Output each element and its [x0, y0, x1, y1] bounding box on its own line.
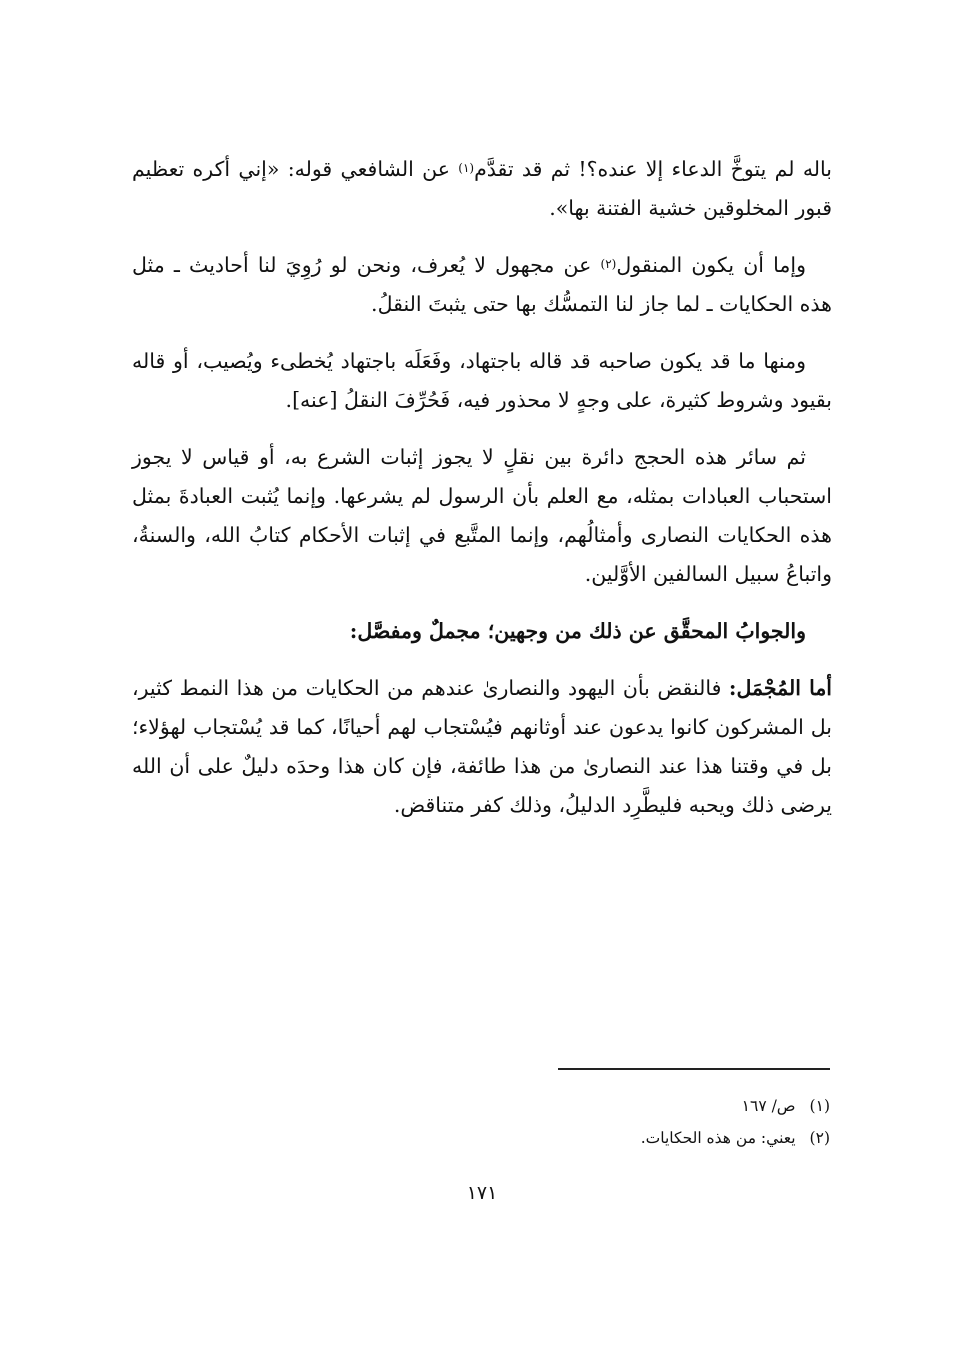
footnote-ref-2[interactable]: (٢): [600, 257, 617, 271]
paragraph-5-lead: أما المُجْمَل:: [728, 676, 832, 700]
footnote-2: [470, 1122, 830, 1154]
footnote-1-text: ص/ ١٦٧: [741, 1097, 796, 1115]
paragraph-1-text-a: باله لم يتوخَّ الدعاء إلا عنده؟! ثم قد تقدَّم: [474, 157, 833, 181]
section-heading: والجوابُ المحقَّق عن ذلك من وجهين؛ مجملٌ ومفصَّل:: [349, 619, 806, 643]
footnote-1: [470, 1090, 830, 1122]
paragraph-1-text-b: عن الشافعي قوله: «إني أكره تعظيم قبور المخلوقين خشية الفتنة بها».: [132, 157, 832, 220]
footnote-2-number: (٢): [809, 1129, 830, 1147]
paragraph-5: [132, 669, 832, 825]
page-body: [132, 150, 832, 843]
paragraph-2-text-b: عن مجهول لا يُعرف، ونحن لو رُوِيَ لنا أحاديث ـ مثل هذه الحكايات ـ لما جاز لنا التمسُّك بها حتى يثبتَ النقلُ.: [132, 253, 832, 316]
page-number: ١٧١: [466, 1182, 498, 1204]
paragraph-1: [132, 150, 832, 228]
footnote-1-number: (١): [809, 1097, 830, 1115]
paragraph-2: [132, 246, 832, 324]
footnotes: [470, 1090, 830, 1154]
paragraph-3: ومنها ما قد يكون صاحبه قد قاله باجتهاد، وفَعَلَه باجتهاد يُخطىء ويُصيب، أو قاله بقيود وشروط كثيرة، على وجهٍ لا محذور فيه، فَحُرِّفَ النقلُ [عنه].: [132, 349, 832, 412]
paragraph-5-text: فالنقض بأن اليهود والنصارىٰ عندهم من الحكايات من هذا النمط كثير، بل المشركون كانوا يدعون عند أوثانهم فيُسْتجاب لهم أحيانًا، كما قد يُسْتجاب لهؤلاء؛ بل في وقتنا هذا عند النصارىٰ من هذا طائفة، فإن كان هذا وحدَه دليلٌ على أن الله يرضى ذلك ويحبه فليطَّرِد الدليلُ، وذلك كفر متناقض.: [132, 676, 832, 817]
paragraph-4: ثم سائر هذه الحجج دائرة بين نقلٍ لا يجوز إثبات الشرع به، أو قياس لا يجوز استحباب العبادات بمثله، مع العلم بأن الرسول لم يشرعها. وإنما يُثبت العبادةَ بمثل هذه الحكايات النصارى وأمثالُهم، وإنما المتَّبع في إثبات الأحكام كتابُ الله، والسنةُ، واتباعُ سبيل السالفين الأوَّلين.: [132, 445, 832, 586]
footnote-divider: [558, 1068, 830, 1070]
footnote-2-text: يعني: من هذه الحكايات.: [640, 1129, 796, 1147]
paragraph-2-text-a: وإما أن يكون المنقول: [616, 253, 806, 277]
footnote-ref-1[interactable]: (١): [458, 161, 475, 175]
